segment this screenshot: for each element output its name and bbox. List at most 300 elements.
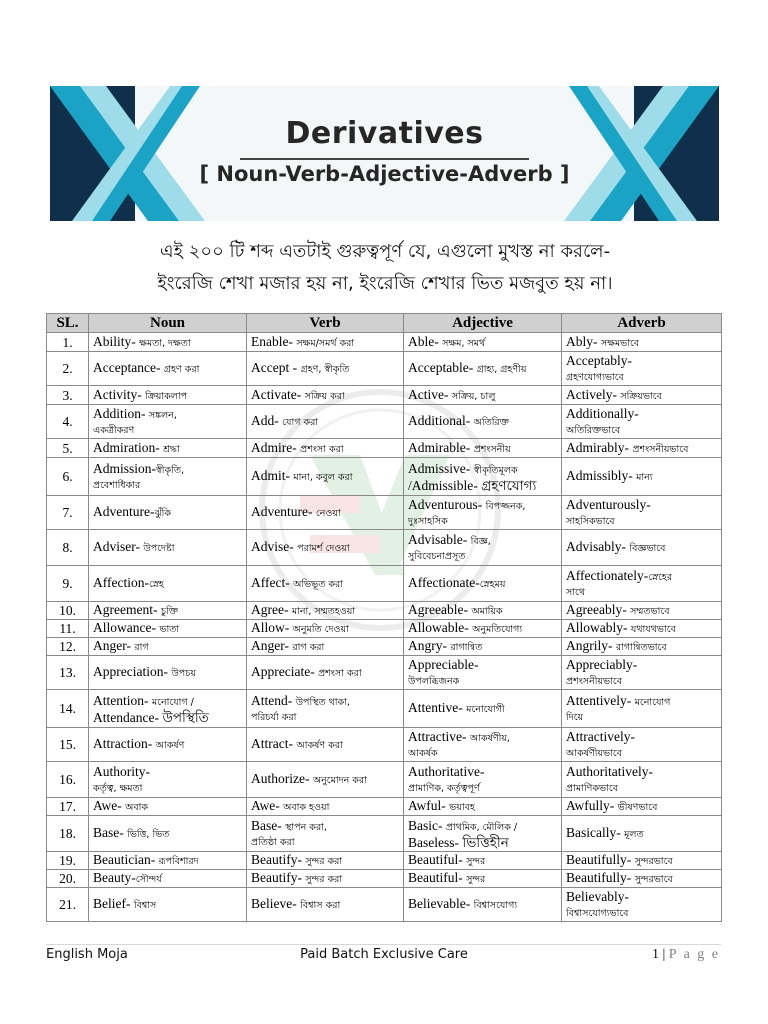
adjective-cell (404, 762, 562, 798)
bangla-meaning: বিপজ্জনক, (485, 500, 526, 512)
english-word: Activate- (251, 386, 305, 402)
english-word: Able- (408, 333, 443, 349)
bangla-meaning: নেওয়া (315, 508, 341, 519)
english-word: Adventure- (251, 504, 316, 519)
table-row (47, 656, 722, 690)
english-word: Add- (251, 413, 283, 428)
verb-cell (247, 656, 404, 690)
english-word: Affect- (251, 575, 294, 590)
bangla-meaning: ভয়াবহ (449, 802, 475, 813)
english-word: Adventurous- (408, 496, 486, 512)
sl-cell: 3. (47, 386, 89, 405)
bangla-meaning: মানা, কবুল করা (293, 472, 353, 483)
table-header-row (47, 314, 722, 333)
english-word: Actively- (566, 386, 621, 402)
adverb-cell (562, 798, 722, 816)
bangla-meaning: সুন্দরভাবে (634, 874, 673, 885)
english-word: Agree- (251, 602, 292, 617)
adverb-cell (562, 458, 722, 496)
table-row (47, 566, 722, 602)
english-word: Anger- (251, 638, 293, 653)
bangla-meaning: শ্রদ্ধা (163, 443, 180, 455)
english-word: Admire- (251, 439, 301, 455)
sl-cell: 13. (47, 656, 89, 690)
table-row (47, 888, 722, 922)
adverb-cell (562, 656, 722, 690)
noun-cell (89, 602, 247, 620)
bangla-meaning: ক্ষমতা, দক্ষতা (139, 337, 191, 349)
verb-cell (247, 852, 404, 870)
verb-cell (247, 728, 404, 762)
meaning-continuation: উপলব্ধিজনক (408, 675, 460, 687)
english-word: Agreeable- (408, 602, 472, 617)
sl-cell: 15. (47, 728, 89, 762)
verb-cell (247, 458, 404, 496)
bangla-meaning: সঙ্কলন, (148, 409, 177, 421)
sl-cell: 1. (47, 333, 89, 352)
meaning-continuation: Baseless- ভিত্তিহীন (408, 834, 509, 850)
noun-cell (89, 888, 247, 922)
sl-cell: 20. (47, 870, 89, 888)
sl-cell: 5. (47, 439, 89, 458)
english-word: Allowably- (566, 620, 631, 635)
adverb-cell (562, 762, 722, 798)
verb-cell (247, 439, 404, 458)
sl-cell: 9. (47, 566, 89, 602)
table-row (47, 852, 722, 870)
bangla-meaning: সক্রিয়, চালু (451, 390, 496, 402)
english-word: Beautify- (251, 852, 306, 867)
english-word: Beautiful- (408, 870, 467, 885)
bangla-meaning: আকর্ষণ (155, 740, 185, 751)
bangla-meaning: মানা, সম্মতহওয়া (291, 606, 356, 617)
bangla-meaning: যথাযথভাবে (630, 624, 676, 635)
table-row (47, 690, 722, 728)
english-word: Awe- (93, 798, 126, 813)
adverb-cell (562, 852, 722, 870)
noun-cell (89, 638, 247, 656)
adjective-cell (404, 870, 562, 888)
adverb-cell (562, 638, 722, 656)
english-word: Appreciably- (566, 656, 638, 672)
intro-text (100, 236, 670, 300)
noun-cell (89, 798, 247, 816)
english-word: Acceptable- (408, 360, 477, 375)
title-banner (50, 86, 719, 221)
bangla-meaning: রূপবিশারদ (158, 856, 199, 867)
noun-cell (89, 816, 247, 852)
english-word: Allowance- (93, 620, 160, 635)
adverb-cell (562, 352, 722, 386)
english-word: Addition- (93, 405, 149, 421)
bangla-meaning: সুন্দর করা (305, 874, 343, 885)
adverb-cell (562, 333, 722, 352)
english-word: Awfully- (566, 798, 618, 813)
meaning-continuation: দুঃসাহসিক (408, 515, 448, 527)
english-word: Believable- (408, 896, 474, 911)
english-word: Admirably- (566, 439, 633, 455)
bangla-meaning: সুন্দর (466, 874, 486, 885)
english-word: Affectionate- (408, 575, 480, 590)
bangla-meaning: সম্মতভাবে (630, 606, 670, 617)
english-word: Beautifully- (566, 870, 635, 885)
bangla-meaning: অমায়িক (471, 606, 503, 617)
adverb-cell (562, 888, 722, 922)
english-word: Beautician- (93, 852, 159, 867)
adjective-cell (404, 530, 562, 566)
english-word: Beautify- (251, 870, 306, 885)
footer-center-text: Paid Batch Exclusive Care (300, 947, 468, 962)
table-row (47, 638, 722, 656)
adverb-cell (562, 690, 722, 728)
noun-cell (89, 352, 247, 386)
english-word: Attend- (251, 692, 296, 708)
meaning-continuation: সাহসিকভাবে (566, 515, 615, 527)
table-row (47, 386, 722, 405)
english-word: Admissive- (408, 460, 474, 476)
bangla-meaning: সৌন্দর্য (135, 874, 162, 885)
header-adverb: Adverb (562, 314, 722, 333)
adjective-cell (404, 496, 562, 530)
english-word: Attention- (93, 692, 152, 708)
verb-cell (247, 530, 404, 566)
bangla-meaning: রাগ করা (292, 642, 325, 653)
verb-cell (247, 870, 404, 888)
sl-cell: 7. (47, 496, 89, 530)
adjective-cell (404, 439, 562, 458)
english-word: Attentively- (566, 692, 635, 708)
bangla-meaning: অবাক হওয়া (283, 802, 330, 813)
bangla-meaning: মনোযোগী (466, 704, 505, 715)
english-word: Adventurously- (566, 496, 651, 512)
verb-cell (247, 762, 404, 798)
adjective-cell (404, 620, 562, 638)
sl-cell: 10. (47, 602, 89, 620)
english-word: Base- (93, 825, 128, 840)
bangla-meaning: সক্রিয়ভাবে (620, 390, 662, 402)
english-word: Agreement- (93, 602, 161, 617)
bangla-meaning: অনুমোদন করা (312, 775, 367, 786)
bangla-meaning: প্রশংসনীয় (473, 443, 511, 455)
noun-cell (89, 333, 247, 352)
english-word: Admiration- (93, 439, 164, 455)
english-word: Attract- (251, 736, 297, 751)
noun-cell (89, 620, 247, 638)
bangla-meaning: অনুমতিযোগ্য (472, 624, 523, 635)
sl-cell: 17. (47, 798, 89, 816)
adjective-cell (404, 405, 562, 439)
footer-page-indicator (652, 947, 720, 963)
meaning-continuation: সুবিবেচনাপ্রসূত (408, 550, 466, 562)
meaning-continuation: একত্রীকরণ (93, 424, 135, 436)
english-word: Accept - (251, 360, 301, 375)
bangla-meaning: বিশ্বাস (133, 900, 157, 911)
bangla-meaning: রাগ (134, 642, 149, 653)
english-word: Additionally- (566, 405, 639, 421)
header-verb: Verb (247, 314, 404, 333)
english-word: Believe- (251, 896, 301, 911)
english-word: Advisable- (408, 531, 471, 547)
english-word: Activity- (93, 386, 146, 402)
english-word: Ably- (566, 333, 601, 349)
verb-cell (247, 602, 404, 620)
english-word: Beautiful- (408, 852, 467, 867)
adverb-cell (562, 566, 722, 602)
adjective-cell (404, 888, 562, 922)
adverb-cell (562, 496, 722, 530)
meaning-continuation: প্রামাণিকভাবে (566, 782, 618, 794)
bangla-meaning: বিজ্ঞভাবে (629, 543, 666, 554)
bangla-meaning: বিশ্বাস করা (300, 900, 341, 911)
english-word: Authoritative- (408, 763, 485, 779)
verb-cell (247, 566, 404, 602)
verb-cell (247, 620, 404, 638)
english-word: Attraction- (93, 736, 156, 751)
meaning-continuation: সাথে (566, 586, 585, 598)
noun-cell (89, 530, 247, 566)
english-word: Admit- (251, 468, 294, 483)
english-word: Additional- (408, 413, 474, 428)
english-word: Authorize- (251, 771, 313, 786)
adverb-cell (562, 530, 722, 566)
bangla-meaning: উপচয় (171, 668, 196, 679)
english-word: Base- (251, 817, 286, 833)
intro-line-1: এই ২০০ টি শব্দ এতটাই গুরুত্বপূর্ণ যে, এগুলো মুখস্ত না করলে- (159, 241, 611, 262)
verb-cell (247, 333, 404, 352)
bangla-meaning: অনুমতি দেওয়া (292, 624, 349, 635)
meaning-continuation: প্রামাণিক, কর্তৃত্বপূর্ণ (408, 782, 480, 794)
bangla-meaning: অভিভূত করা (293, 579, 343, 590)
footer-divider (46, 944, 721, 945)
adjective-cell (404, 602, 562, 620)
english-word: Belief- (93, 896, 134, 911)
meaning-continuation: প্রশংসনীয়ভাবে (566, 675, 622, 687)
adverb-cell (562, 870, 722, 888)
meaning-continuation: প্রতিষ্ঠা করা (251, 836, 295, 848)
english-word: Admission- (93, 460, 157, 476)
bangla-meaning: রাগান্বিত (450, 642, 483, 653)
noun-cell (89, 690, 247, 728)
sl-cell: 6. (47, 458, 89, 496)
verb-cell (247, 405, 404, 439)
bangla-meaning: পরামর্শ দেওয়া (297, 543, 350, 554)
english-word: Appreciable- (408, 656, 479, 672)
bangla-meaning: বিজ্ঞ, (470, 535, 491, 547)
adjective-cell (404, 352, 562, 386)
english-word: Allowable- (408, 620, 473, 635)
banner-decoration (50, 86, 719, 221)
adverb-cell (562, 728, 722, 762)
bangla-meaning: যোগ করা (282, 417, 319, 428)
bangla-meaning: স্নেহ (148, 579, 164, 590)
bangla-meaning: সক্ষমভাবে (600, 337, 640, 349)
english-word: Attractive- (408, 728, 470, 744)
noun-cell (89, 439, 247, 458)
meaning-continuation: Attendance- উপস্থিতি (93, 709, 209, 725)
noun-cell (89, 870, 247, 888)
english-word: Basically- (566, 825, 625, 840)
adjective-cell (404, 656, 562, 690)
adverb-cell (562, 602, 722, 620)
adverb-cell (562, 816, 722, 852)
bangla-meaning: চুক্তি (160, 606, 178, 617)
noun-cell (89, 656, 247, 690)
meaning-continuation: গ্রহণযোগ্যভাবে (566, 371, 624, 383)
table-row (47, 816, 722, 852)
header-noun: Noun (89, 314, 247, 333)
bangla-meaning: মনোযোগ / (151, 696, 194, 708)
noun-cell (89, 405, 247, 439)
english-word: Active- (408, 386, 452, 402)
english-word: Affection- (93, 575, 149, 590)
table-row (47, 439, 722, 458)
english-word: Advise- (251, 539, 298, 554)
english-word: Affectionately- (566, 567, 649, 583)
sl-cell: 21. (47, 888, 89, 922)
table-row (47, 496, 722, 530)
meaning-continuation: বিশ্বাসযোগ্যভাবে (566, 907, 629, 919)
bangla-meaning: প্রশংসা করা (318, 668, 362, 679)
adjective-cell (404, 852, 562, 870)
sl-cell: 18. (47, 816, 89, 852)
english-word: Attentive- (408, 700, 467, 715)
noun-cell (89, 458, 247, 496)
adjective-cell (404, 816, 562, 852)
verb-cell (247, 816, 404, 852)
bangla-meaning: ভীষণভাবে (617, 802, 658, 813)
bangla-meaning: স্বীকৃতি, (156, 464, 185, 476)
derivatives-table (46, 313, 722, 922)
adverb-cell (562, 386, 722, 405)
bangla-meaning: বিশ্বাসযোগ্য (473, 900, 518, 911)
adjective-cell (404, 638, 562, 656)
table-row (47, 762, 722, 798)
verb-cell (247, 690, 404, 728)
sl-cell: 14. (47, 690, 89, 728)
bangla-meaning: মনোযোগ (634, 696, 671, 708)
bangla-meaning: রাগান্বিতভাবে (615, 642, 667, 653)
header-adjective: Adjective (404, 314, 562, 333)
english-word: Adviser- (93, 539, 144, 554)
adverb-cell (562, 439, 722, 458)
english-word: Beauty- (93, 870, 136, 885)
noun-cell (89, 496, 247, 530)
english-word: Enable- (251, 333, 297, 349)
verb-cell (247, 798, 404, 816)
bangla-meaning: স্বীকৃতিমূলক (473, 464, 518, 476)
bangla-meaning: ঝুঁকি (154, 508, 172, 519)
english-word: Angrily- (566, 638, 616, 653)
adjective-cell (404, 728, 562, 762)
bangla-meaning: প্রাথমিক, মৌলিক / (445, 821, 518, 833)
bangla-meaning: আকর্ষণীয়, (469, 732, 510, 744)
noun-cell (89, 566, 247, 602)
meaning-continuation: দিয়ে (566, 711, 584, 723)
footer-brand: English Moja (46, 947, 128, 962)
bangla-meaning: স্থাপন করা, (285, 821, 327, 833)
bangla-meaning: সক্ষম, সমর্থ (442, 337, 486, 349)
english-word: Admirable- (408, 439, 474, 455)
bangla-meaning: প্রশংসা করা (300, 443, 344, 455)
adverb-cell (562, 405, 722, 439)
header-sl: SL. (47, 314, 89, 333)
bangla-meaning: আকর্ষণ করা (296, 740, 343, 751)
page-word: P a g e (668, 947, 720, 962)
sl-cell: 19. (47, 852, 89, 870)
meaning-continuation: আকর্ষক (408, 747, 438, 759)
table-row (47, 458, 722, 496)
bangla-meaning: প্রশংসনীয়ভাবে (632, 443, 689, 455)
english-word: Authority- (93, 763, 150, 779)
noun-cell (89, 728, 247, 762)
english-word: Acceptance- (93, 360, 164, 375)
bangla-meaning: গ্রহণ, স্বীকৃতি (300, 364, 350, 375)
table-row (47, 620, 722, 638)
bangla-meaning: অতিরিক্ত (473, 417, 509, 428)
bangla-meaning: মূলত (624, 829, 644, 840)
english-word: Basic- (408, 817, 446, 833)
adjective-cell (404, 458, 562, 496)
verb-cell (247, 352, 404, 386)
adjective-cell (404, 798, 562, 816)
adjective-cell (404, 690, 562, 728)
english-word: Allow- (251, 620, 293, 635)
english-word: Awful- (408, 798, 450, 813)
table-row (47, 602, 722, 620)
sl-cell: 8. (47, 530, 89, 566)
bangla-meaning: ভাতা (159, 624, 180, 635)
bangla-meaning: গ্রাহ্য, গ্রহণীয় (476, 364, 527, 375)
adjective-cell (404, 566, 562, 602)
english-word: Awe- (251, 798, 284, 813)
adjective-cell (404, 333, 562, 352)
bangla-meaning: সুন্দরভাবে (634, 856, 673, 867)
bangla-meaning: মান্য (636, 472, 653, 483)
banner-subtitle: [ Noun-Verb-Adjective-Adverb ] (199, 162, 570, 186)
meaning-continuation: আকর্ষণীয়ভাবে (566, 747, 622, 759)
table-row (47, 728, 722, 762)
english-word: Appreciation- (93, 664, 172, 679)
adverb-cell (562, 620, 722, 638)
meaning-continuation: /Admissible- গ্রহণযোগ্য (408, 477, 537, 493)
banner-title: Derivatives (285, 116, 484, 151)
bangla-meaning: স্নেহময় (479, 579, 506, 590)
page-separator: | (658, 947, 669, 962)
bangla-meaning: সুন্দর করা (305, 856, 343, 867)
english-word: Ability- (93, 333, 140, 349)
bangla-meaning: ভিত্তি, ভিত (127, 829, 170, 840)
english-word: Adventure- (93, 504, 155, 519)
english-word: Believably- (566, 888, 629, 904)
english-word: Admissibly- (566, 468, 637, 483)
table-row (47, 405, 722, 439)
table-row (47, 798, 722, 816)
table-row (47, 870, 722, 888)
bangla-meaning: গ্রহণ করা (163, 364, 200, 375)
adjective-cell (404, 386, 562, 405)
verb-cell (247, 496, 404, 530)
english-word: Anger- (93, 638, 135, 653)
english-word: Angry- (408, 638, 451, 653)
sl-cell: 12. (47, 638, 89, 656)
english-word: Beautifully- (566, 852, 635, 867)
sl-cell: 16. (47, 762, 89, 798)
sl-cell: 11. (47, 620, 89, 638)
verb-cell (247, 638, 404, 656)
intro-line-2: ইংরেজি শেখা মজার হয় না, ইংরেজি শেখার ভিত মজবুত হয় না। (157, 273, 613, 294)
bangla-meaning: সক্রিয় করা (304, 390, 345, 402)
noun-cell (89, 852, 247, 870)
